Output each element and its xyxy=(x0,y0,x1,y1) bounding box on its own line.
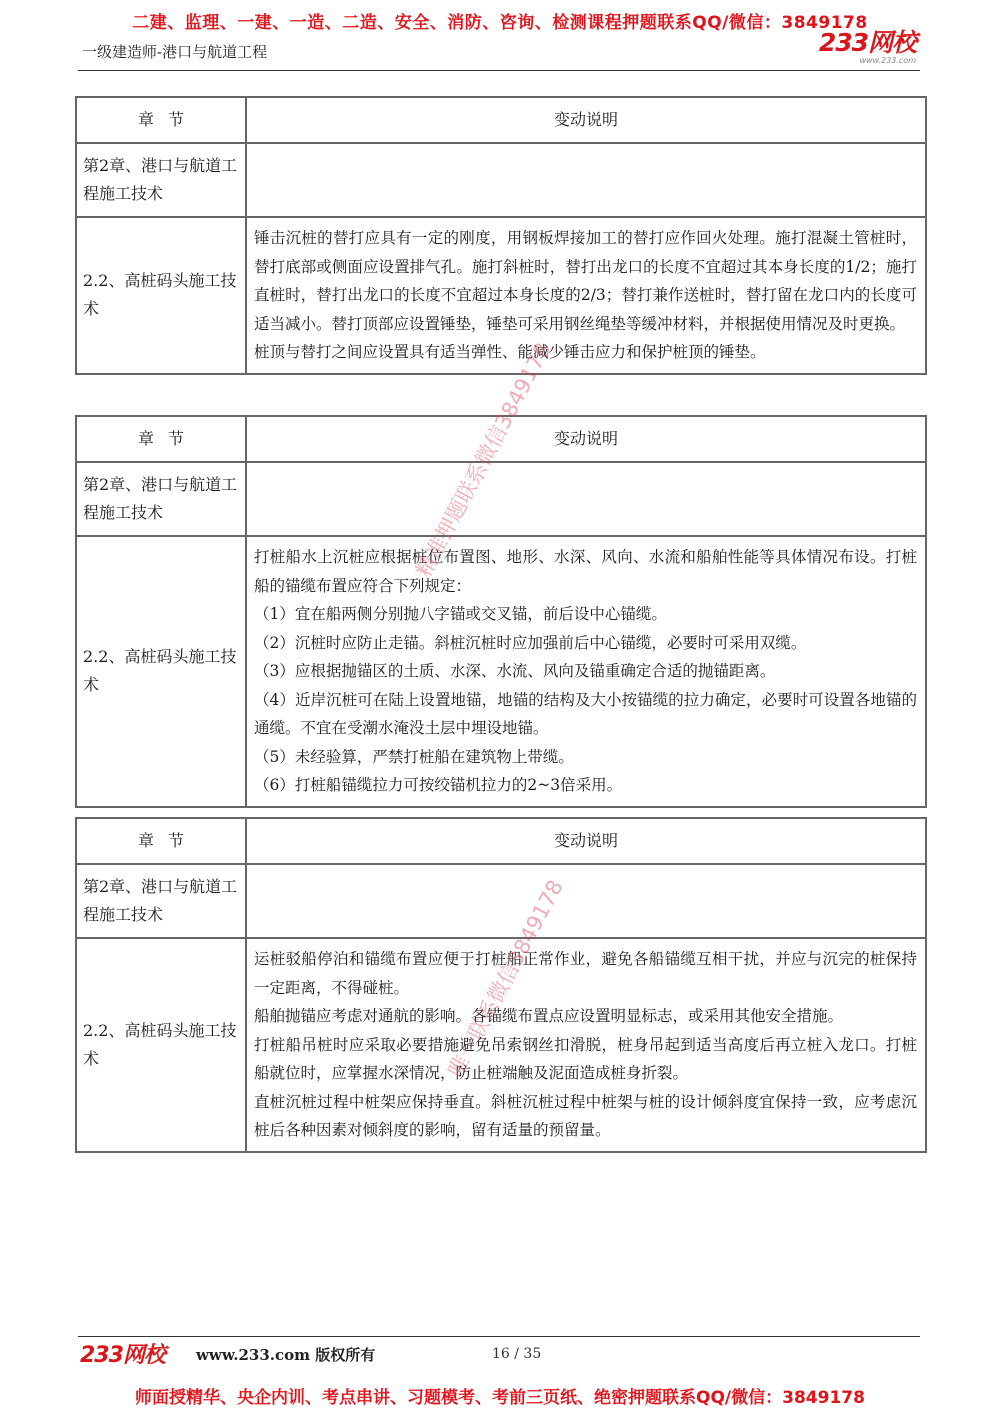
chapter-empty-cell xyxy=(246,864,926,938)
content-list-item: （6）打桩船锚缆拉力可按绞锚机拉力的2~3倍采用。 xyxy=(254,776,623,794)
chapter-row xyxy=(76,143,926,217)
content-paragraph: 打桩船水上沉桩应根据桩位布置图、地形、水深、风向、水流和船舶性能等具体情况布设。打桩船的锚缆布置应符合下列规定： xyxy=(254,548,917,595)
top-promo-banner: 二建、监理、一建、一造、二造、安全、消防、咨询、检测课程押题联系QQ/微信：3849178 xyxy=(132,13,868,33)
chapter-cell: 第2章、港口与航道工程施工技术 xyxy=(76,143,246,217)
header-divider xyxy=(78,70,920,71)
chapter-row xyxy=(76,462,926,536)
header-section-cell: 章节 xyxy=(76,97,246,143)
header-section-cell: 章节 xyxy=(76,416,246,462)
content-row xyxy=(76,217,926,374)
change-table-1 xyxy=(75,96,927,375)
content-paragraph: 船舶抛锚应考虑对通航的影响。各锚缆布置点应设置明显标志，或采用其他安全措施。 xyxy=(254,1007,844,1025)
content-paragraph: 桩顶与替打之间应设置具有适当弹性、能减少锤击应力和保护桩顶的锤垫。 xyxy=(254,343,766,361)
header-note-cell: 变动说明 xyxy=(246,818,926,864)
table-header-row xyxy=(76,97,926,143)
content-cell xyxy=(246,536,926,807)
footer-logo: 233网校 xyxy=(80,1343,165,1368)
content-list-item: （1）宜在船两侧分别抛八字锚或交叉锚，前后设中心锚缆。 xyxy=(254,605,667,623)
footer-copyright: www.233.com 版权所有 xyxy=(196,1346,376,1364)
content-cell xyxy=(246,217,926,374)
content-paragraph: 锤击沉桩的替打应具有一定的刚度，用钢板焊接加工的替打应作回火处理。施打混凝土管桩时，替打底部或侧面应设置排气孔。施打斜桩时，替打出龙口的长度不宜超过其本身长度的1/2；施打直桩时，替打出龙口的长度不宜超过本身长度的2/3；替打兼作送桩时，替打留在龙口内的长度可适当减小。替打顶部应设置锤垫，锤垫可采用钢丝绳垫等缓冲材料，并根据使用情况及时更换。 xyxy=(254,229,917,333)
brand-logo xyxy=(819,30,916,65)
brand-logo-url: www.233.com xyxy=(859,56,916,65)
section-cell: 2.2、高桩码头施工技术 xyxy=(76,938,246,1152)
content-list-item: （2）沉桩时应防止走锚。斜桩沉桩时应加强前后中心锚缆，必要时可采用双缆。 xyxy=(254,633,807,652)
bottom-promo-banner: 师面授精华、央企内训、考点串讲、习题模考、考前三页纸、绝密押题联系QQ/微信：3849178 xyxy=(135,1388,865,1408)
content-list-item: （5）未经验算，严禁打桩船在建筑物上带缆。 xyxy=(254,747,574,766)
content-row xyxy=(76,536,926,807)
header-note-cell: 变动说明 xyxy=(246,416,926,462)
content-list-item: （3）应根据抛锚区的土质、水深、水流、风向及锚重确定合适的抛锚距离。 xyxy=(254,662,776,680)
content-cell xyxy=(246,938,926,1152)
section-cell: 2.2、高桩码头施工技术 xyxy=(76,217,246,374)
header-note-cell: 变动说明 xyxy=(246,97,926,143)
chapter-cell: 第2章、港口与航道工程施工技术 xyxy=(76,864,246,938)
page-number: 16 / 35 xyxy=(492,1346,542,1362)
change-table-2 xyxy=(75,415,927,808)
chapter-row xyxy=(76,864,926,938)
chapter-empty-cell xyxy=(246,462,926,536)
content-paragraph: 直桩沉桩过程中桩架应保持垂直。斜桩沉桩过程中桩架与桩的设计倾斜度宜保持一致，应考虑沉桩后各种因素对倾斜度的影响，留有适量的预留量。 xyxy=(254,1092,917,1139)
content-list-item: （4）近岸沉桩可在陆上设置地锚，地锚的结构及大小按锚缆的拉力确定，必要时可设置各地锚的通缆。不宜在受潮水淹没土层中埋设地锚。 xyxy=(254,690,917,737)
chapter-cell: 第2章、港口与航道工程施工技术 xyxy=(76,462,246,536)
brand-logo-text: 233网校 xyxy=(818,28,916,57)
section-cell: 2.2、高桩码头施工技术 xyxy=(76,536,246,807)
header-section-cell: 章节 xyxy=(76,818,246,864)
footer-divider xyxy=(78,1336,920,1337)
table-header-row xyxy=(76,818,926,864)
content-paragraph: 打桩船吊桩时应采取必要措施避免吊索钢丝扣滑脱，桩身吊起到适当高度后再立桩入龙口。打桩船就位时，应掌握水深情况，防止桩端触及泥面造成桩身折裂。 xyxy=(254,1035,917,1082)
content-paragraph: 运桩驳船停泊和锚缆布置应便于打桩船正常作业，避免各船锚缆互相干扰，并应与沉完的桩保持一定距离，不得碰桩。 xyxy=(254,950,917,997)
chapter-empty-cell xyxy=(246,143,926,217)
document-subtitle: 一级建造师-港口与航道工程 xyxy=(82,43,268,61)
watermark-text: 唯一联系微信3849178 xyxy=(443,876,568,1082)
watermark-text: 精准押题联系微信3849178 xyxy=(411,338,556,582)
